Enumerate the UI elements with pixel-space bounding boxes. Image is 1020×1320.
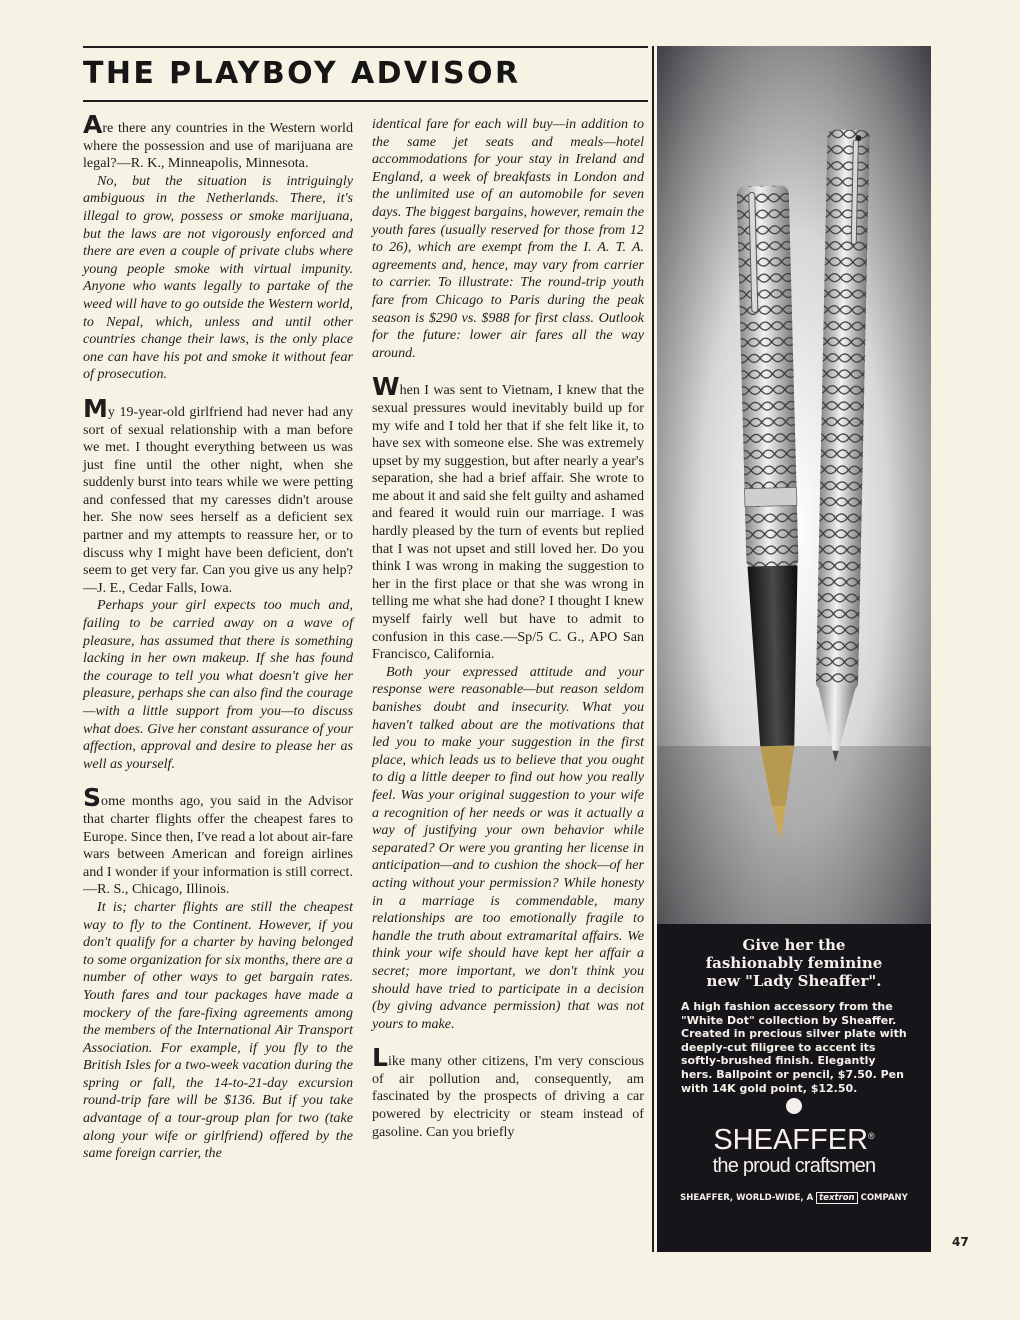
header-rule-top — [83, 46, 648, 48]
dropcap-letter: M — [83, 393, 108, 423]
company-line — [657, 1192, 931, 1204]
sheaffer-advertisement — [657, 46, 931, 1252]
ad-line: Give her the — [742, 936, 846, 954]
paragraph-text: No, but the situation is intriguingly ambiguous in the Netherlands. There, it's illegal to grow, possess or smoke marijuana, but the laws are not vigorously enforced and there are even a couple of private clubs where young people smoke with virtual impunity. Anyone who wants legally to partake of the weed will have to go outside the Western world, to Nepal, which, unless and until other countries change their laws, is the only place one can have his pot and smoke it without fear of prosecution. — [83, 172, 353, 383]
paragraph-text: Perhaps your girl expects too much and, failing to be carried away on a wave of pleasure, has assumed that there is something lacking in her own makeup. If she has found the courage to tell you what doesn't give her pleasure, perhaps she can also find the courage—with a little support from you—to discuss what does. Give her constant assurance of your affection, approval and desire to please her as well as yourself. — [83, 597, 353, 772]
dropcap-letter: S — [83, 783, 102, 813]
brand-tagline: the proud craftsmen — [712, 1155, 876, 1177]
column-middle — [372, 116, 644, 1141]
ad-headline — [657, 936, 931, 990]
paragraph-text: y 19-year-old girlfriend had never had any sort of sexual relationship with a man before we met. I thought everything between us was just fine until the other night, when she suddenly burst into tears while we were petting and confessed that my caresses didn't arouse her. She now sees herself as a deficient sex partner and my attempts to reassure her, or to discuss why I might have been deficient, don't seem to get very far. Can you give us any help?—J. E., Cedar Falls, Iowa. — [83, 403, 353, 596]
reader-question — [372, 1043, 644, 1141]
paragraph-text: It is; charter flights are still the cheapest way to fly to the Continent. However, if you don't qualify for a charter by having belonged to some organization for six months, there are a number of other ways to get bargain rates. Youth fares and tour packages have made a mockery of the fare-fixing agreements among the members of the International Air Transport Association. For example, if you fly to the British Isles for a two-week vacation during the spring or fall, the 14-to-21-day excursion round-trip fare will be $136. But if you take advantage of a tour-group plan for two (take along your wife or girlfriend) offered by the same foreign carrier, the — [83, 898, 353, 1162]
textron-logo: textron — [816, 1192, 857, 1204]
paragraph-text: ome months ago, you said in the Advisor that charter flights offer the cheapest fares to Europe. Since then, I've read a lot about air-fare wars between American and foreign airlines and I wonder if your information is still correct.—R. S., Chicago, Illinois. — [83, 793, 353, 898]
ad-copy-panel — [657, 924, 931, 1252]
page-title: THE PLAYBOY ADVISOR — [83, 56, 521, 91]
pen-and-pencil-photo — [657, 46, 931, 924]
reader-question — [372, 372, 644, 664]
ad-body-copy — [681, 1000, 909, 1095]
dropcap-letter: L — [372, 1043, 388, 1073]
registered-mark: ® — [868, 1131, 875, 1141]
paragraph-text: ike many other citizens, I'm very conscious of air pollution and, consequently, am fascinated by the prospects of driving a car powered by electricity or steam instead of gasoline. Can you briefly — [372, 1053, 644, 1140]
advisor-answer — [83, 597, 353, 773]
dropcap-letter: W — [372, 372, 400, 402]
reader-question — [83, 393, 353, 598]
dropcap-letter: A — [83, 110, 103, 139]
header-rule-bottom — [83, 100, 648, 102]
ad-line: deeply-cut filigree to accent its — [681, 1040, 876, 1054]
ad-line: new "Lady Sheaffer". — [706, 972, 882, 990]
paragraph-text: identical fare for each will buy—in addition to the same jet seats and meals—hotel accommodations for your stay in Ireland and England, a week of breakfasts in London and the unlimited use of an automobile for seven days. The biggest bargains, however, remain the youth fares (usually reserved for those from 12 to 26), which are exempt from the I. A. T. A. agreements and, hence, may vary from carrier to carrier. To illustrate: The round-trip youth fare from Chicago to Paris during the peak season is $290 vs. $988 for first class. Outlook for the future: lower air fares all the way around. — [372, 116, 644, 361]
paragraph-text: hen I was sent to Vietnam, I knew that the sexual pressures would inevitably build up for my wife and I told her that if she felt like it, to have sex with someone else. She was extremely upset by my suggestion, but after nearly a year's separation, she had a brief affair. She wrote to me about it and said she felt guilty and ashamed and feared it would ruin our marriage. I was hardly pleased by the turn of events but replied that I was not upset and still loved her. Do you think I was wrong in making the suggestion to her in the first place or that she was wrong in telling me what she had done? I thought I knew myself fairly well but have to admit to confusion in this case.—Sp/5 C. G., APO San Francisco, California. — [372, 382, 644, 663]
paragraph-text: Both your expressed attitude and your response were reasonable—but reason seldom banishes doubt and insecurity. What you haven't talked about are the motivations that led you to make your suggestion in the first place, which leads us to believe that you ought to dig a little deeper to find out how you really feel. Was your original suggestion to your wife a recognition of her needs or was it actually a way of justifying your own behavior while separated? Or were you granting her license in anticipation—and to cushion the shock—of her acting without your permission? While honesty in a marriage is commendable, many relationships are too emotionally fragile to handle the truth about extramarital affairs. We think your wife should have kept her affair a secret; more important, we don't think you should have tried to participate in a decision (by giving advance permission) that was not yours to make. — [372, 663, 644, 1032]
company-prefix: SHEAFFER, WORLD-WIDE, A — [680, 1193, 814, 1203]
reader-question — [83, 783, 353, 899]
ad-line: hers. Ballpoint or pencil, $7.50. Pen — [681, 1067, 904, 1081]
paragraph-gap — [83, 384, 353, 400]
column-divider-rule — [652, 46, 654, 1252]
ad-line: with 14K gold point, $12.50. — [681, 1081, 858, 1095]
advisor-answer — [372, 664, 644, 1033]
reader-question — [83, 110, 353, 173]
ad-line: fashionably feminine — [705, 954, 883, 972]
ad-line: A high fashion accessory from the — [681, 1000, 893, 1013]
brand-name: SHEAFFER — [713, 1124, 869, 1156]
paragraph-gap — [83, 773, 353, 789]
ad-line: softly-brushed finish. Elegantly — [681, 1054, 876, 1068]
advisor-answer — [372, 116, 644, 362]
company-suffix: COMPANY — [860, 1193, 908, 1203]
white-dot-icon — [786, 1098, 802, 1114]
advisor-answer — [83, 173, 353, 384]
paragraph-gap — [372, 362, 644, 378]
column-left — [83, 110, 353, 1163]
advisor-answer — [83, 899, 353, 1163]
brand-logo — [657, 1120, 931, 1156]
ad-line: Created in precious silver plate with — [681, 1027, 907, 1041]
ad-line: "White Dot" collection by Sheaffer. — [681, 1013, 897, 1027]
page-number: 47 — [952, 1235, 969, 1249]
paragraph-text: re there any countries in the Western world where the possession and use of marijuana are legal?—R. K., Minneapolis, Minnesota. — [83, 120, 353, 172]
paragraph-gap — [372, 1033, 644, 1049]
